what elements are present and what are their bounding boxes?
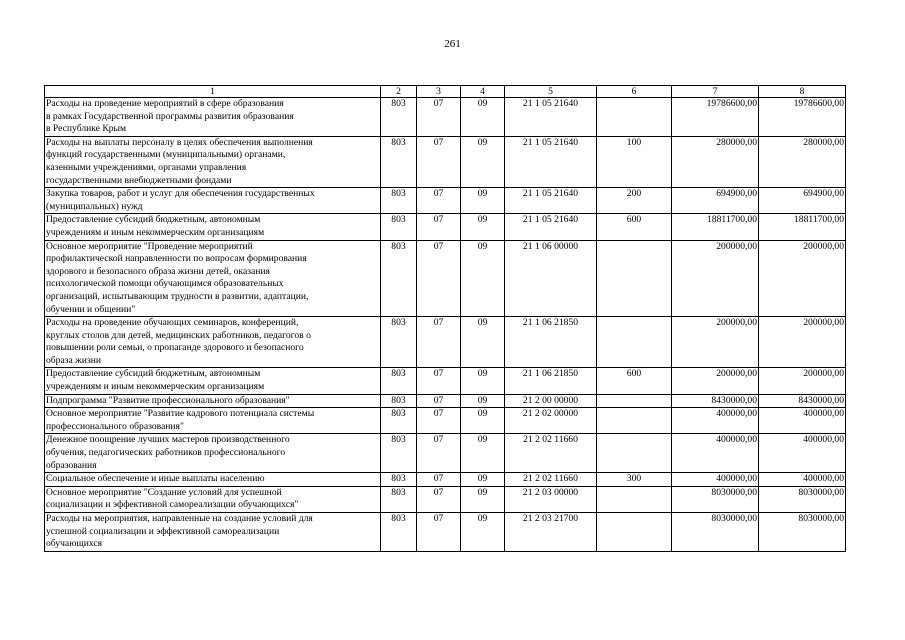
expense-name-cell	[45, 394, 381, 408]
target-article-cell: 21 2 02 11660	[505, 434, 597, 473]
expense-type-cell	[597, 434, 672, 473]
amount-cell: 400000,00	[672, 408, 759, 434]
table-row	[45, 394, 846, 408]
section-code-cell: 07	[417, 473, 461, 487]
section-code-cell: 07	[417, 408, 461, 434]
ministry-code-cell: 803	[381, 473, 417, 487]
expense-name-cell	[45, 473, 381, 487]
expense-name-line: здорового и безопасного образа жизни детей, оказания	[46, 265, 270, 277]
amount-cell: 200000,00	[759, 317, 846, 368]
section-code-cell: 07	[417, 394, 461, 408]
expense-name-cell	[45, 368, 381, 394]
expense-name-cell	[45, 188, 381, 214]
expense-name-line: повышении роли семьи, о пропаганде здорового и безопасного	[46, 342, 304, 354]
table-row	[45, 317, 846, 368]
ministry-code-cell: 803	[381, 136, 417, 187]
expense-name-line: психологической помощи обучающимся образовательных	[46, 278, 284, 290]
expense-name-cell	[45, 513, 381, 552]
ministry-code-cell: 803	[381, 214, 417, 240]
ministry-code-cell: 803	[381, 486, 417, 512]
section-code-cell: 07	[417, 513, 461, 552]
subsection-code-cell: 09	[461, 408, 505, 434]
amount-cell: 400000,00	[759, 473, 846, 487]
expense-name-line: учреждениям и иным некоммерческим организациям	[46, 381, 265, 393]
target-article-cell: 21 2 02 11660	[505, 473, 597, 487]
ministry-code-cell: 803	[381, 317, 417, 368]
target-article-cell: 21 1 06 21850	[505, 368, 597, 394]
expense-name-line: Расходы на проведение мероприятий в сфере образования	[46, 98, 284, 109]
expense-name-line: Основное мероприятие "Создание условий для успешной	[46, 486, 282, 498]
expense-type-cell: 100	[597, 136, 672, 187]
subsection-code-cell: 09	[461, 513, 505, 552]
subsection-code-cell: 09	[461, 136, 505, 187]
target-article-cell: 21 1 06 00000	[505, 240, 597, 317]
expense-name-line: образа жизни	[46, 354, 102, 366]
expense-type-cell: 600	[597, 214, 672, 240]
subsection-code-cell: 09	[461, 473, 505, 487]
amount-cell: 400000,00	[672, 434, 759, 473]
expense-type-cell	[597, 394, 672, 408]
amount-cell: 8030000,00	[672, 486, 759, 512]
expense-type-cell	[597, 317, 672, 368]
amount-cell: 8430000,00	[672, 394, 759, 408]
ministry-code-cell: 803	[381, 408, 417, 434]
expense-name-cell	[45, 486, 381, 512]
column-header: 4	[461, 86, 505, 98]
section-code-cell: 07	[417, 317, 461, 368]
expense-type-cell	[597, 513, 672, 552]
column-header: 1	[45, 86, 381, 98]
column-header: 7	[672, 86, 759, 98]
expense-name-line: профилактической направленности по вопросам формирования	[46, 253, 307, 265]
expense-name-line: функций государственными (муниципальными) органами,	[46, 149, 286, 161]
table-row	[45, 368, 846, 394]
expense-name-line: обучении и общении"	[46, 303, 136, 315]
table-row	[45, 188, 846, 214]
target-article-cell: 21 2 02 00000	[505, 408, 597, 434]
amount-cell: 280000,00	[672, 136, 759, 187]
amount-cell: 18811700,00	[672, 214, 759, 240]
amount-cell: 19786600,00	[759, 98, 846, 137]
section-code-cell: 07	[417, 434, 461, 473]
expense-name-line: организаций, испытывающим трудности в развитии, адаптации,	[46, 290, 309, 302]
column-header: 2	[381, 86, 417, 98]
subsection-code-cell: 09	[461, 214, 505, 240]
table-row	[45, 136, 846, 187]
target-article-cell: 21 1 05 21640	[505, 136, 597, 187]
expense-type-cell: 300	[597, 473, 672, 487]
expense-type-cell	[597, 408, 672, 434]
section-code-cell: 07	[417, 486, 461, 512]
expense-name-line: в Республике Крым	[46, 123, 127, 135]
expense-name-line: казенными учреждениями, органами управления	[46, 161, 247, 173]
subsection-code-cell: 09	[461, 434, 505, 473]
subsection-code-cell: 09	[461, 394, 505, 408]
expense-name-line: Основное мероприятие "Развитие кадрового потенциала системы	[46, 408, 315, 420]
page-number: 261	[444, 38, 461, 50]
amount-cell: 400000,00	[759, 434, 846, 473]
expense-name-line: учреждениям и иным некоммерческим организациям	[46, 226, 265, 238]
amount-cell: 280000,00	[759, 136, 846, 187]
expense-type-cell	[597, 240, 672, 317]
expense-name-line: обучающихся	[46, 538, 103, 550]
expense-name-line: Основное мероприятие "Проведение мероприятий	[46, 240, 253, 252]
expense-name-line: Закупка товаров, работ и услуг для обеспечения государственных	[46, 188, 315, 200]
target-article-cell: 21 2 00 00000	[505, 394, 597, 408]
amount-cell: 694900,00	[759, 188, 846, 214]
section-code-cell: 07	[417, 240, 461, 317]
table-row	[45, 214, 846, 240]
expense-name-line: обучения, педагогических работников профессионального	[46, 447, 286, 459]
expense-name-line: Денежное поощрение лучших мастеров производственного	[46, 434, 290, 446]
amount-cell: 8030000,00	[672, 513, 759, 552]
expense-name-cell	[45, 317, 381, 368]
section-code-cell: 07	[417, 136, 461, 187]
amount-cell: 694900,00	[672, 188, 759, 214]
expense-name-line: Подпрограмма "Развитие профессионального образования"	[46, 394, 290, 406]
subsection-code-cell: 09	[461, 486, 505, 512]
expense-name-cell	[45, 408, 381, 434]
target-article-cell: 21 1 05 21640	[505, 214, 597, 240]
expense-type-cell	[597, 486, 672, 512]
ministry-code-cell: 803	[381, 434, 417, 473]
column-header: 5	[505, 86, 597, 98]
section-code-cell: 07	[417, 368, 461, 394]
expense-type-cell: 200	[597, 188, 672, 214]
section-code-cell: 07	[417, 214, 461, 240]
amount-cell: 400000,00	[759, 408, 846, 434]
table-header-row	[45, 86, 846, 98]
expense-name-line: Предоставление субсидий бюджетным, автономным	[46, 368, 261, 380]
column-header: 6	[597, 86, 672, 98]
expense-name-line: Расходы на выплаты персоналу в целях обеспечения выполнения	[46, 136, 313, 148]
subsection-code-cell: 09	[461, 188, 505, 214]
budget-table	[44, 85, 846, 552]
subsection-code-cell: 09	[461, 368, 505, 394]
amount-cell: 400000,00	[672, 473, 759, 487]
expense-name-line: Расходы на проведение обучающих семинаров, конференций,	[46, 317, 299, 329]
expense-name-line: (муниципальных) нужд	[46, 200, 143, 212]
table-row	[45, 486, 846, 512]
column-header: 3	[417, 86, 461, 98]
expense-name-line: Расходы на мероприятия, направленные на создание условий для	[46, 513, 313, 524]
target-article-cell: 21 1 06 21850	[505, 317, 597, 368]
subsection-code-cell: 09	[461, 240, 505, 317]
expense-name-line: социализации и эффективной самореализации обучающихся"	[46, 499, 299, 511]
ministry-code-cell: 803	[381, 98, 417, 137]
ministry-code-cell: 803	[381, 513, 417, 552]
ministry-code-cell: 803	[381, 240, 417, 317]
target-article-cell: 21 1 05 21640	[505, 188, 597, 214]
amount-cell: 200000,00	[759, 240, 846, 317]
section-code-cell: 07	[417, 188, 461, 214]
table-row	[45, 240, 846, 317]
expense-name-line: государственными внебюджетными фондами	[46, 174, 232, 186]
expense-name-line: Предоставление субсидий бюджетным, автономным	[46, 214, 261, 226]
ministry-code-cell: 803	[381, 188, 417, 214]
section-code-cell: 07	[417, 98, 461, 137]
amount-cell: 200000,00	[672, 240, 759, 317]
expense-name-line: в рамках Государственной программы развития образования	[46, 110, 294, 122]
amount-cell: 200000,00	[672, 368, 759, 394]
ministry-code-cell: 803	[381, 368, 417, 394]
expense-name-line: Социальное обеспечение и иные выплаты населению	[46, 473, 265, 485]
table-row	[45, 513, 846, 552]
table-row	[45, 408, 846, 434]
target-article-cell: 21 1 05 21640	[505, 98, 597, 137]
expense-name-cell	[45, 434, 381, 473]
expense-name-cell	[45, 240, 381, 317]
expense-type-cell	[597, 98, 672, 137]
expense-name-line: успешной социализации и эффективной самореализации	[46, 525, 280, 537]
table-row	[45, 434, 846, 473]
ministry-code-cell: 803	[381, 394, 417, 408]
expense-name-cell	[45, 98, 381, 137]
table-row	[45, 473, 846, 487]
target-article-cell: 21 2 03 00000	[505, 486, 597, 512]
target-article-cell: 21 2 03 21700	[505, 513, 597, 552]
expense-type-cell: 600	[597, 368, 672, 394]
amount-cell: 200000,00	[759, 368, 846, 394]
amount-cell: 200000,00	[672, 317, 759, 368]
amount-cell: 8030000,00	[759, 513, 846, 552]
subsection-code-cell: 09	[461, 317, 505, 368]
column-header: 8	[759, 86, 846, 98]
amount-cell: 19786600,00	[672, 98, 759, 137]
subsection-code-cell: 09	[461, 98, 505, 137]
amount-cell: 8430000,00	[759, 394, 846, 408]
expense-name-cell	[45, 214, 381, 240]
expense-name-cell	[45, 136, 381, 187]
table-row	[45, 98, 846, 137]
expense-name-line: образования	[46, 459, 97, 471]
expense-name-line: профессионального образования"	[46, 420, 184, 432]
expense-name-line: круглых столов для детей, медицинских работников, педагогов о	[46, 329, 311, 341]
amount-cell: 8030000,00	[759, 486, 846, 512]
amount-cell: 18811700,00	[759, 214, 846, 240]
